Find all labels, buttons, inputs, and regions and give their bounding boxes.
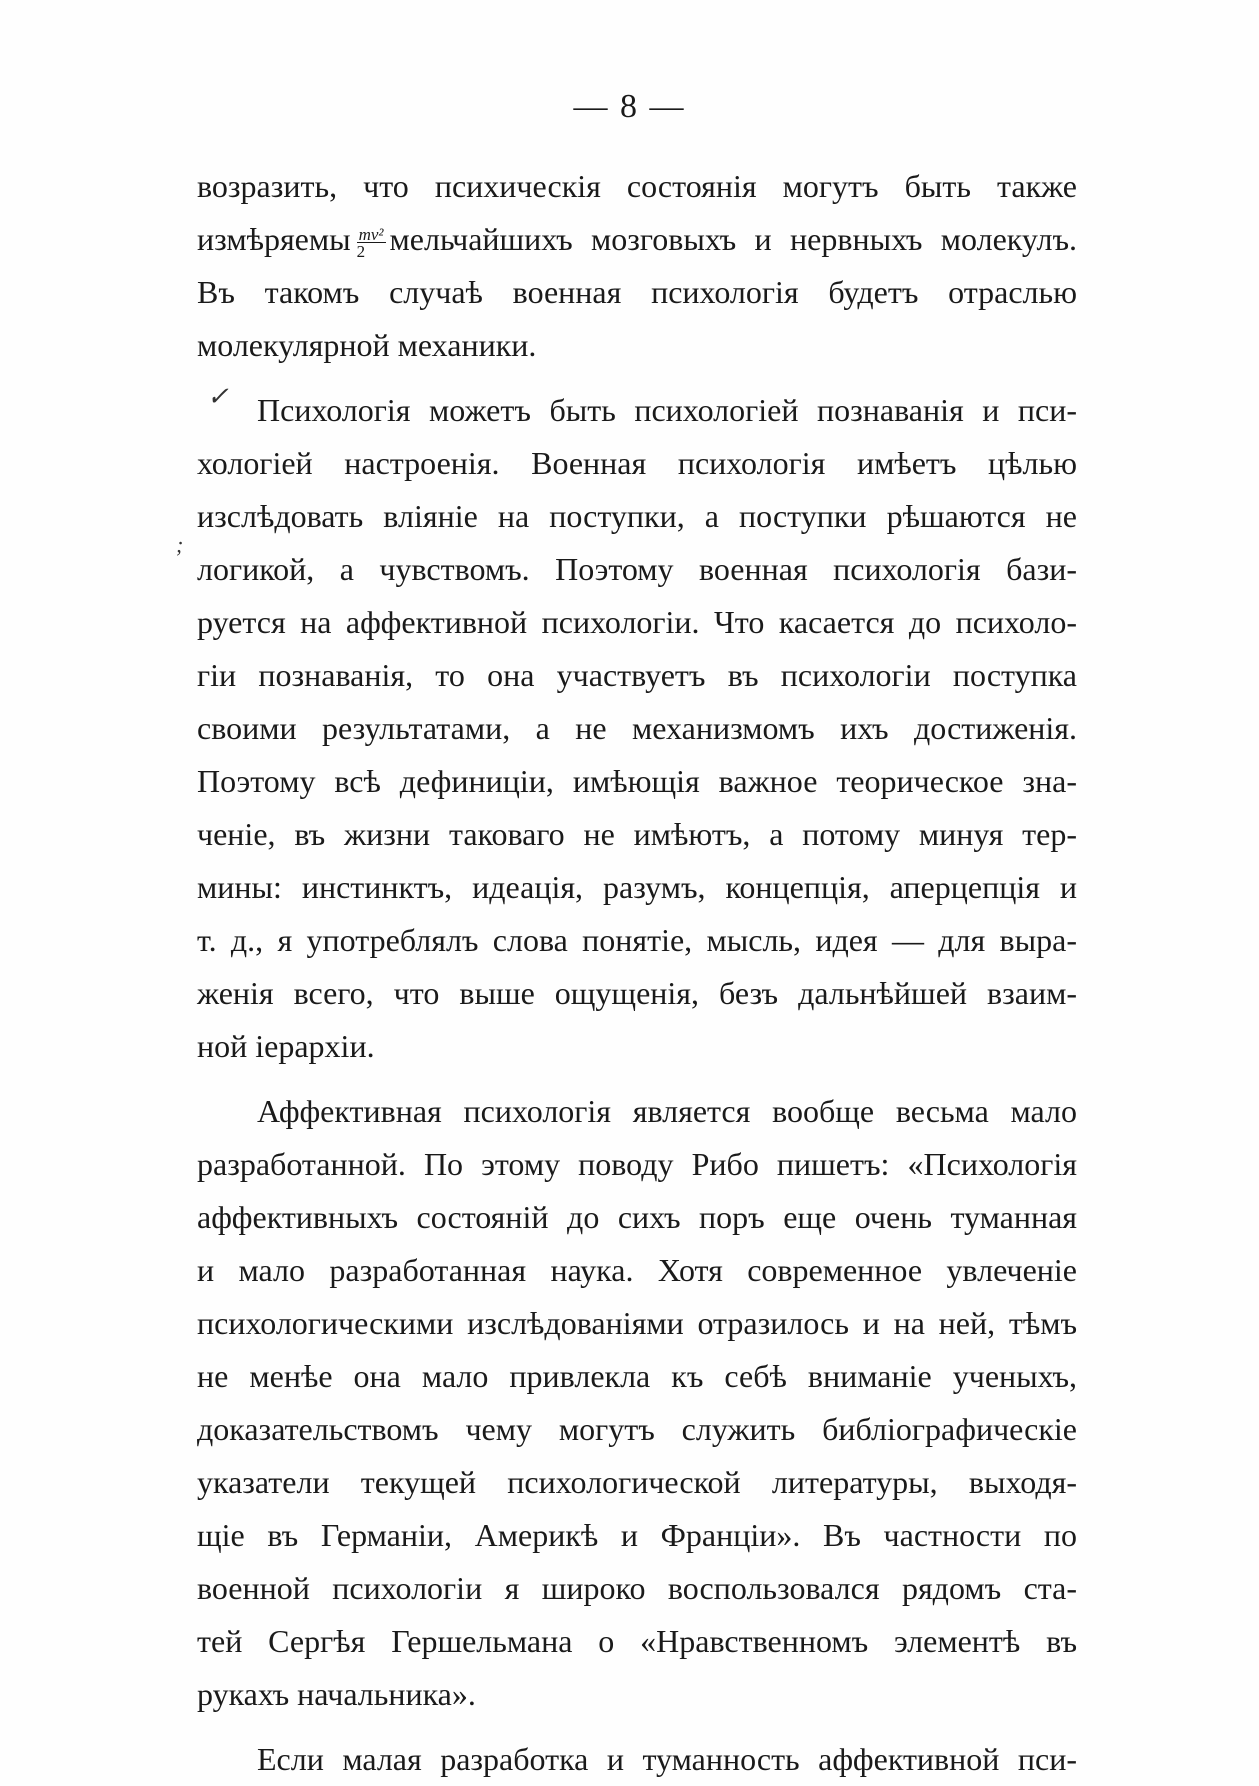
text-line-with-formula bbox=[197, 213, 1077, 266]
text-line: Аффективная психологія является вообще весьма мало bbox=[257, 1093, 1077, 1129]
text-line: доказательствомъ чему могутъ служить библіографическіе bbox=[197, 1411, 1077, 1447]
text-line: логикой, а чувствомъ. Поэтому военная психологія бази- bbox=[197, 551, 1077, 587]
text-line: щіе въ Германіи, Америкѣ и Франціи». Въ частности по bbox=[197, 1517, 1077, 1553]
paragraph-1 bbox=[197, 160, 1077, 372]
text-line: не менѣе она мало привлекла къ себѣ вниманіе ученыхъ, bbox=[197, 1358, 1077, 1394]
text-line: Поэтому всѣ дефиниціи, имѣющія важное теорическое зна- bbox=[197, 763, 1077, 799]
paragraph-4 bbox=[197, 1733, 1077, 1786]
text-line: аффективныхъ состояній до сихъ поръ еще очень туманная bbox=[197, 1199, 1077, 1235]
text-line: психологическими изслѣдованіями отразилось и на ней, тѣмъ bbox=[197, 1305, 1077, 1341]
text-line: Психологія можетъ быть психологіей познаванія и пси- bbox=[257, 392, 1077, 428]
margin-check-mark: ✓ bbox=[207, 382, 229, 411]
text-line: Въ такомъ случаѣ военная психологія будетъ отраслью bbox=[197, 274, 1077, 310]
page-number: — 8 — bbox=[573, 88, 686, 125]
text-line: ченіе, въ жизни таковаго не имѣютъ, а потому минуя тер- bbox=[197, 816, 1077, 852]
text-line: мины: инстинктъ, идеація, разумъ, концепція, аперцепція и bbox=[197, 869, 1077, 905]
fraction-denominator: 2 bbox=[356, 241, 366, 261]
text-line: руется на аффективной психологіи. Что касается до психоло- bbox=[197, 604, 1077, 640]
text-fragment: мельчайшихъ мозговыхъ и нервныхъ молекулъ. bbox=[389, 221, 1077, 257]
text-line: ной іерархіи. bbox=[197, 1028, 375, 1064]
text-line: т. д., я употреблялъ слова понятіе, мысль, идея — для выра- bbox=[197, 922, 1077, 958]
text-line: женія всего, что выше ощущенія, безъ дальнѣйшей взаим- bbox=[197, 975, 1077, 1011]
text-line: и мало разработанная наука. Хотя современное увлеченіе bbox=[197, 1252, 1077, 1288]
text-line: тей Сергѣя Гершельмана о «Нравственномъ элементѣ въ bbox=[197, 1623, 1077, 1659]
text-line: разработанной. По этому поводу Рибо пишетъ: «Психологія bbox=[197, 1146, 1077, 1182]
text-line: своими результатами, а не механизмомъ ихъ достиженія. bbox=[197, 710, 1077, 746]
text-line: указатели текущей психологической литературы, выходя- bbox=[197, 1464, 1077, 1500]
margin-semicolon-mark: ; bbox=[176, 532, 184, 557]
text-line: возразить, что психическія состоянія могутъ быть также bbox=[197, 168, 1077, 204]
text-line: военной психологіи я широко воспользовался рядомъ ста- bbox=[197, 1570, 1077, 1606]
body-text bbox=[197, 160, 1077, 1786]
fraction-numerator: mv² bbox=[358, 224, 384, 244]
formula-fraction bbox=[356, 224, 386, 261]
text-line: хологіей настроенія. Военная психологія имѣетъ цѣлью bbox=[197, 445, 1077, 481]
paragraph-2 bbox=[197, 384, 1077, 1073]
text-line: молекулярной механики. bbox=[197, 327, 537, 363]
text-line: Если малая разработка и туманность аффективной пси- bbox=[257, 1741, 1077, 1777]
text-fragment: измѣряемы bbox=[197, 221, 351, 257]
paragraph-3 bbox=[197, 1085, 1077, 1721]
text-line: гіи познаванія, то она участвуетъ въ психологіи поступка bbox=[197, 657, 1077, 693]
text-line: рукахъ начальника». bbox=[197, 1676, 476, 1712]
text-line: изслѣдовать вліяніе на поступки, а поступки рѣшаются не bbox=[197, 498, 1077, 534]
